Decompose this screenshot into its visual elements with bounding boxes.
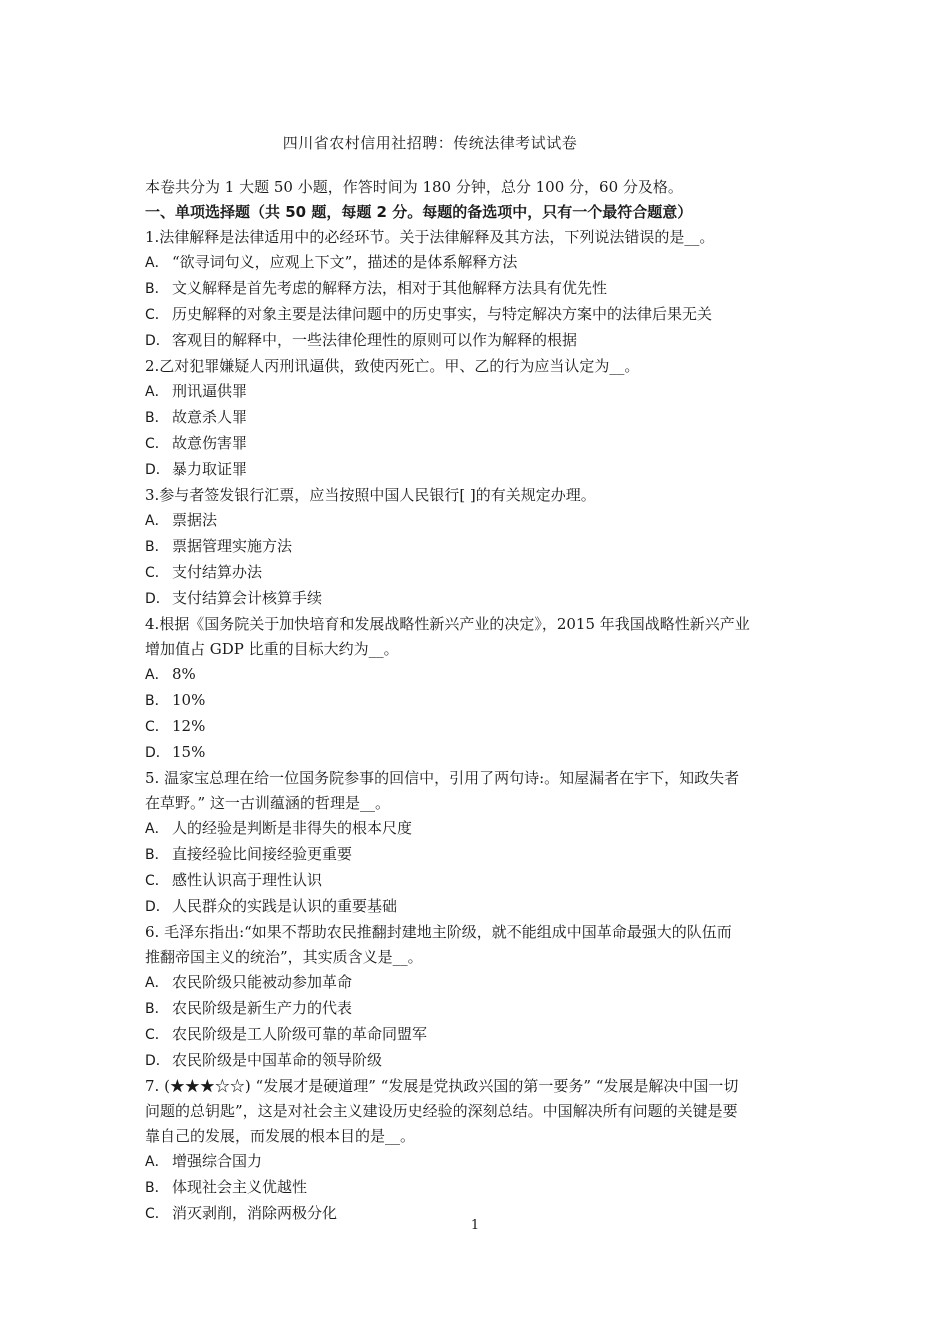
option-c <box>145 560 810 586</box>
option-text: 刑讯逼供罪 <box>172 382 248 400</box>
option-letter: B． <box>145 693 169 709</box>
title-text: 四川省农村信用社招聘：传统法律考试试卷 <box>282 134 578 152</box>
option-text: 10% <box>172 691 206 709</box>
option-letter: D． <box>145 591 170 607</box>
option-letter: B． <box>145 847 169 863</box>
option-letter: C． <box>145 873 169 889</box>
option-text: 增强综合国力 <box>172 1152 263 1170</box>
option-letter: A． <box>145 1154 169 1170</box>
option-letter: C． <box>145 1027 169 1043</box>
option-letter: B． <box>145 539 169 555</box>
option-text: 农民阶级是工人阶级可靠的革命同盟军 <box>172 1025 428 1043</box>
option-text: 农民阶级只能被动参加革命 <box>172 973 353 991</box>
option-text: 故意伤害罪 <box>172 434 248 452</box>
option-letter: B． <box>145 410 169 426</box>
section-heading: 一、单项选择题（共 50 题，每题 2 分。每题的备选项中，只有一个最符合题意） <box>145 203 693 221</box>
option-b <box>145 1175 810 1201</box>
option-text: 人的经验是判断是非得失的根本尺度 <box>172 819 413 837</box>
option-letter: D． <box>145 333 170 349</box>
option-letter: B． <box>145 1180 169 1196</box>
option-d <box>145 740 810 766</box>
option-text: 感性认识高于理性认识 <box>172 871 323 889</box>
option-text: 农民阶级是新生产力的代表 <box>172 999 353 1017</box>
option-d <box>145 1048 810 1074</box>
option-a <box>145 508 810 534</box>
option-b <box>145 534 810 560</box>
option-a <box>145 1149 810 1175</box>
option-letter: A． <box>145 513 169 529</box>
question-4 <box>145 612 810 766</box>
option-letter: C． <box>145 1206 169 1222</box>
option-a <box>145 662 810 688</box>
option-c <box>145 714 810 740</box>
option-letter: D． <box>145 1053 170 1069</box>
question-7 <box>145 1074 810 1227</box>
option-a <box>145 970 810 996</box>
document-title <box>0 132 950 153</box>
option-text: 暴力取证罪 <box>172 460 248 478</box>
option-d <box>145 586 810 612</box>
option-b <box>145 276 810 302</box>
option-letter: D． <box>145 899 170 915</box>
question-stem-line: 增加值占 GDP 比重的目标大约为__。 <box>145 640 399 658</box>
option-b <box>145 996 810 1022</box>
option-b <box>145 842 810 868</box>
document-body <box>145 175 810 1227</box>
option-d <box>145 457 810 483</box>
option-text: 票据法 <box>172 511 218 529</box>
option-c <box>145 1022 810 1048</box>
option-text: 支付结算办法 <box>172 563 263 581</box>
option-letter: A． <box>145 821 169 837</box>
question-stem-line: 靠自己的发展，而发展的根本目的是__。 <box>145 1127 416 1145</box>
question-stem-line: 5. 温家宝总理在给一位国务院参事的回信中，引用了两句诗:。知屋漏者在宇下，知政失者 <box>145 769 740 787</box>
question-stem-line: 4.根据《国务院关于加快培育和发展战略性新兴产业的决定》，2015 年我国战略性新兴产业 <box>145 615 750 633</box>
option-d <box>145 894 810 920</box>
question-stem-line: 在草野。” 这一古训蕴涵的哲理是__。 <box>145 794 390 812</box>
exam-intro: 本卷共分为 1 大题 50 小题，作答时间为 180 分钟，总分 100 分，60 分及格。 <box>145 178 683 196</box>
option-c <box>145 431 810 457</box>
option-a <box>145 816 810 842</box>
question-6 <box>145 920 810 1074</box>
page-number: 1 <box>470 1218 480 1233</box>
option-letter: C． <box>145 719 169 735</box>
option-letter: C． <box>145 436 169 452</box>
option-letter: A． <box>145 384 169 400</box>
option-letter: D． <box>145 745 170 761</box>
question-stem-line: 推翻帝国主义的统治”，其实质含义是__。 <box>145 948 423 966</box>
option-text: 15% <box>172 743 206 761</box>
option-text: 直接经验比间接经验更重要 <box>172 845 353 863</box>
question-stem-line: 6. 毛泽东指出:“如果不帮助农民推翻封建地主阶级，就不能组成中国革命最强大的队伍而 <box>145 923 732 941</box>
question-5 <box>145 766 810 920</box>
question-stem-line: 问题的总钥匙”，这是对社会主义建设历史经验的深刻总结。中国解决所有问题的关键是要 <box>145 1102 738 1120</box>
question-stem: 3.参与者签发银行汇票，应当按照中国人民银行[ ]的有关规定办理。 <box>145 486 596 504</box>
question-3 <box>145 483 810 612</box>
option-text: 人民群众的实践是认识的重要基础 <box>172 897 398 915</box>
question-stem: 2.乙对犯罪嫌疑人丙刑讯逼供，致使丙死亡。甲、乙的行为应当认定为__。 <box>145 357 640 375</box>
question-stem: 1.法律解释是法律适用中的必经环节。关于法律解释及其方法，下列说法错误的是__。 <box>145 228 715 246</box>
option-letter: A． <box>145 975 169 991</box>
option-text: 农民阶级是中国革命的领导阶级 <box>172 1051 383 1069</box>
option-text: 体现社会主义优越性 <box>172 1178 308 1196</box>
option-b <box>145 688 810 714</box>
option-text: 历史解释的对象主要是法律问题中的历史事实，与特定解决方案中的法律后果无关 <box>172 305 713 323</box>
option-text: 12% <box>172 717 206 735</box>
option-text: 故意杀人罪 <box>172 408 248 426</box>
option-text: 支付结算会计核算手续 <box>172 589 323 607</box>
option-a <box>145 379 810 405</box>
option-text: 文义解释是首先考虑的解释方法，相对于其他解释方法具有优先性 <box>172 279 608 297</box>
option-b <box>145 405 810 431</box>
option-text: 票据管理实施方法 <box>172 537 293 555</box>
question-1 <box>145 225 810 354</box>
option-letter: C． <box>145 307 169 323</box>
option-text: “欲寻词句义，应观上下文”，描述的是体系解释方法 <box>172 253 518 271</box>
option-letter: B． <box>145 1001 169 1017</box>
option-letter: A． <box>145 667 169 683</box>
option-letter: D． <box>145 462 170 478</box>
question-stem-line: 7. (★★★☆☆) “发展才是硬道理” “发展是党执政兴国的第一要务” “发展是解决中国一切 <box>145 1077 739 1095</box>
option-c <box>145 868 810 894</box>
option-text: 8% <box>172 665 196 683</box>
option-letter: A． <box>145 255 169 271</box>
option-letter: C． <box>145 565 169 581</box>
option-c <box>145 302 810 328</box>
option-d <box>145 328 810 354</box>
question-2 <box>145 354 810 483</box>
option-letter: B． <box>145 281 169 297</box>
option-a <box>145 250 810 276</box>
option-text: 消灭剥削，消除两极分化 <box>172 1204 338 1222</box>
option-text: 客观目的解释中，一些法律伦理性的原则可以作为解释的根据 <box>172 331 578 349</box>
